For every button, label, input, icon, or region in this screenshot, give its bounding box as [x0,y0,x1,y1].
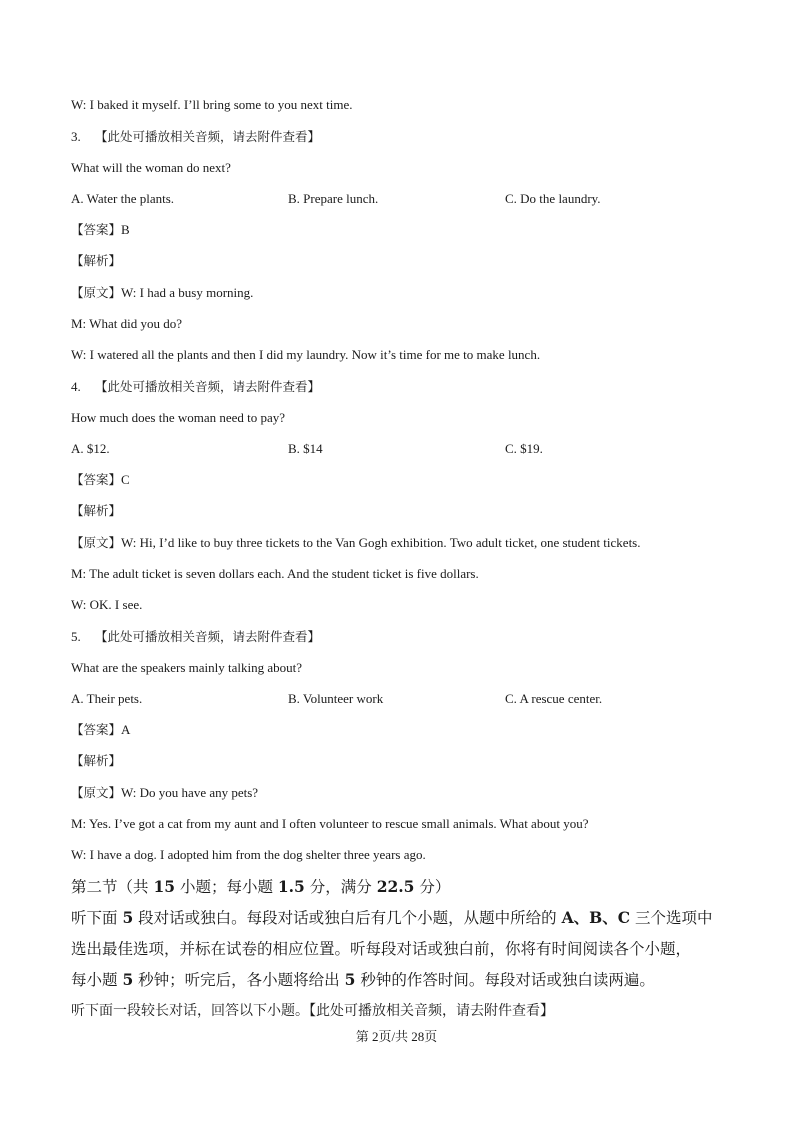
question-3-text: What will the woman do next? [71,160,231,175]
transcript-line: W: I have a dog. I adopted him from the dog shelter three years ago. [71,847,426,862]
answer-line [71,221,130,239]
instruction-line [71,906,713,930]
transcript-line: M: What did you do? [71,316,182,331]
question-5-text: What are the speakers mainly talking about? [71,660,303,675]
analysis-label: 【解析】 [71,253,122,268]
original-text-label: 【原文】 [71,535,122,550]
question-number: 3. [71,129,81,144]
transcript-line [71,534,641,552]
answer-label: 【答案】 [71,722,122,737]
original-text-label: 【原文】 [71,285,122,300]
transcript-line [71,784,258,802]
section-number: 1.5 [277,877,305,896]
answer-value: A [121,722,131,737]
instruction-text: 秒钟；听完后，各小题将给出 [133,971,345,989]
instruction-text: 秒钟的作答时间。每段对话或独白读两遍。 [355,971,655,989]
section-title-text: 第二节（共 [71,878,154,896]
instruction-number: 5 [122,970,134,989]
instruction-line: 听下面一段较长对话，回答以下小题。【此处可播放相关音频，请去附件查看】 [71,1003,554,1019]
instruction-text: 每小题 [71,971,123,989]
instruction-text: 段对话或独白。每段对话或独白后有几个小题，从题中所给的 [133,909,562,927]
option-a: A. Their pets. [71,691,143,706]
answer-value: B [121,222,130,237]
question-4-header [71,378,320,396]
instruction-number: 5 [122,908,134,927]
answer-label: 【答案】 [71,222,122,237]
original-text-label: 【原文】 [71,785,122,800]
transcript-line: M: The adult ticket is seven dollars each. And the student ticket is five dollars. [71,566,479,581]
option-c: C. A rescue center. [505,691,603,706]
instruction-line [71,968,655,992]
section-title-text: 分，满分 [304,878,377,896]
instruction-options: A、B、C [561,908,631,927]
answer-value: C [121,472,130,487]
transcript-line [71,284,253,302]
instruction-line: 选出最佳选项，并标在试卷的相应位置。听每段对话或独白前，你将有时间阅读各个小题， [71,940,692,958]
section-number: 22.5 [376,877,415,896]
instruction-text: 三个选项中 [630,909,713,927]
option-c: C. Do the laundry. [505,191,601,206]
section-title [71,875,450,899]
option-b: B. Volunteer work [288,691,384,706]
question-4-text: How much does the woman need to pay? [71,410,286,425]
page-footer: 第 2页/共 28页 [355,1029,438,1044]
option-b: B. $14 [288,441,323,456]
option-c: C. $19. [505,441,543,456]
transcript-line: W: I baked it myself. I’ll bring some to you next time. [71,97,353,112]
analysis-label: 【解析】 [71,503,122,518]
analysis-label: 【解析】 [71,753,122,768]
instruction-text: 听下面 [71,909,123,927]
question-3-header [71,128,320,146]
section-number: 15 [153,877,176,896]
answer-line [71,471,130,489]
option-a: A. Water the plants. [71,191,175,206]
section-title-text: 小题；每小题 [175,878,278,896]
answer-label: 【答案】 [71,472,122,487]
transcript-text: W: Do you have any pets? [121,785,259,800]
answer-line [71,721,130,739]
transcript-text: W: Hi, I’d like to buy three tickets to the Van Gogh exhibition. Two adult ticket, one student tickets. [121,535,641,550]
transcript-text: W: I had a busy morning. [121,285,254,300]
question-5-header [71,628,320,646]
transcript-line: W: I watered all the plants and then I did my laundry. Now it’s time for me to make lunch. [71,347,541,362]
audio-placeholder-link[interactable]: 【此处可播放相关音频，请去附件查看】 [95,129,321,144]
instruction-number: 5 [344,970,356,989]
transcript-line: M: Yes. I’ve got a cat from my aunt and I often volunteer to rescue small animals. What about you? [71,816,589,831]
audio-placeholder-link[interactable]: 【此处可播放相关音频，请去附件查看】 [95,629,321,644]
question-number: 5. [71,629,81,644]
transcript-line: W: OK. I see. [71,597,143,612]
option-b: B. Prepare lunch. [288,191,379,206]
option-a: A. $12. [71,441,110,456]
audio-placeholder-link[interactable]: 【此处可播放相关音频，请去附件查看】 [95,379,321,394]
question-number: 4. [71,379,81,394]
section-title-text: 分） [414,878,451,896]
